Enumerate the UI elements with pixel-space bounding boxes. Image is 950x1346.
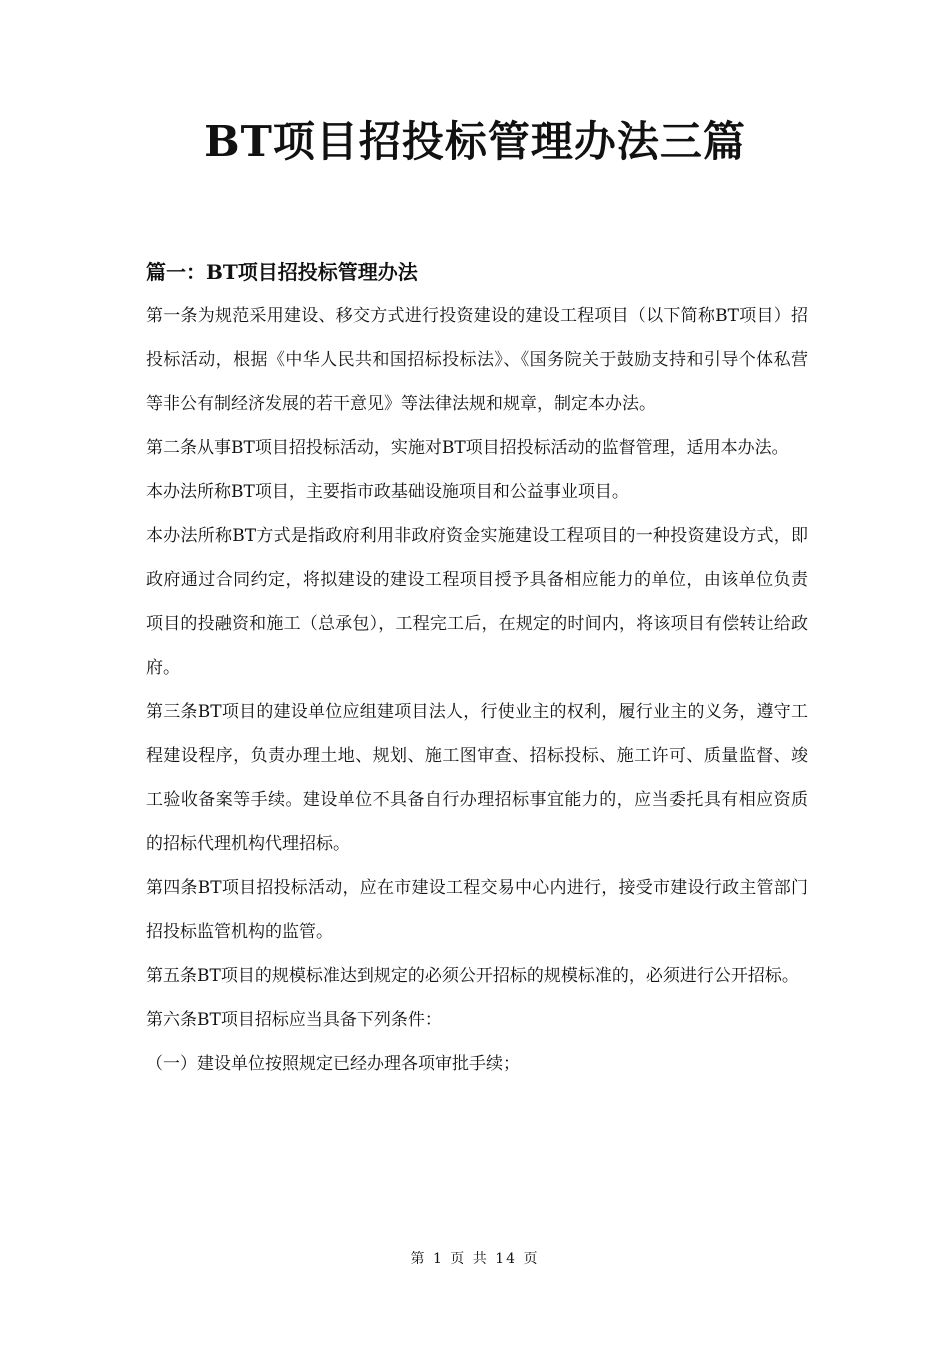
paragraph-condition-1: （一）建设单位按照规定已经办理各项审批手续； [146, 1054, 520, 1074]
paragraph-article-1: 第一条为规范采用建设、移交方式进行投资建设的建设工程项目（以下简称BT项目）招投标活动，根据《中华人民共和国招标投标法》、《国务院关于鼓励支持和引导个体私营等非公有制经济发展的若干意见》等法律法规和规章，制定本办法。 [146, 306, 808, 414]
paragraph-bt-method-definition: 本办法所称BT方式是指政府利用非政府资金实施建设工程项目的一种投资建设方式，即政府通过合同约定，将拟建设的建设工程项目授予具备相应能力的单位，由该单位负责项目的投融资和施工（总承包），工程完工后，在规定的时间内，将该项目有偿转让给政府。 [146, 526, 808, 678]
section-heading: 篇一：BT项目招投标管理办法 [146, 260, 418, 284]
page-number-footer: 第 1 页 共 14 页 [410, 1251, 540, 1267]
paragraph-article-3: 第三条BT项目的建设单位应组建项目法人，行使业主的权利，履行业主的义务，遵守工程建设程序，负责办理土地、规划、施工图审查、招标投标、施工许可、质量监督、竣工验收备案等手续。建设单位不具备自行办理招标事宜能力的，应当委托具有相应资质的招标代理机构代理招标。 [146, 702, 808, 854]
document-body [146, 252, 808, 1086]
paragraph-article-2: 第二条从事BT项目招投标活动，实施对BT项目招投标活动的监督管理，适用本办法。 [146, 438, 789, 458]
document-title: BT项目招投标管理办法三篇 [204, 117, 746, 166]
paragraph-bt-project-definition: 本办法所称BT项目，主要指市政基础设施项目和公益事业项目。 [146, 482, 629, 502]
paragraph-article-6: 第六条BT项目招标应当具备下列条件： [146, 1010, 442, 1030]
paragraph-article-5: 第五条BT项目的规模标准达到规定的必须公开招标的规模标准的，必须进行公开招标。 [146, 966, 799, 986]
paragraph-article-4: 第四条BT项目招投标活动，应在市建设工程交易中心内进行，接受市建设行政主管部门招投标监管机构的监管。 [146, 878, 808, 942]
